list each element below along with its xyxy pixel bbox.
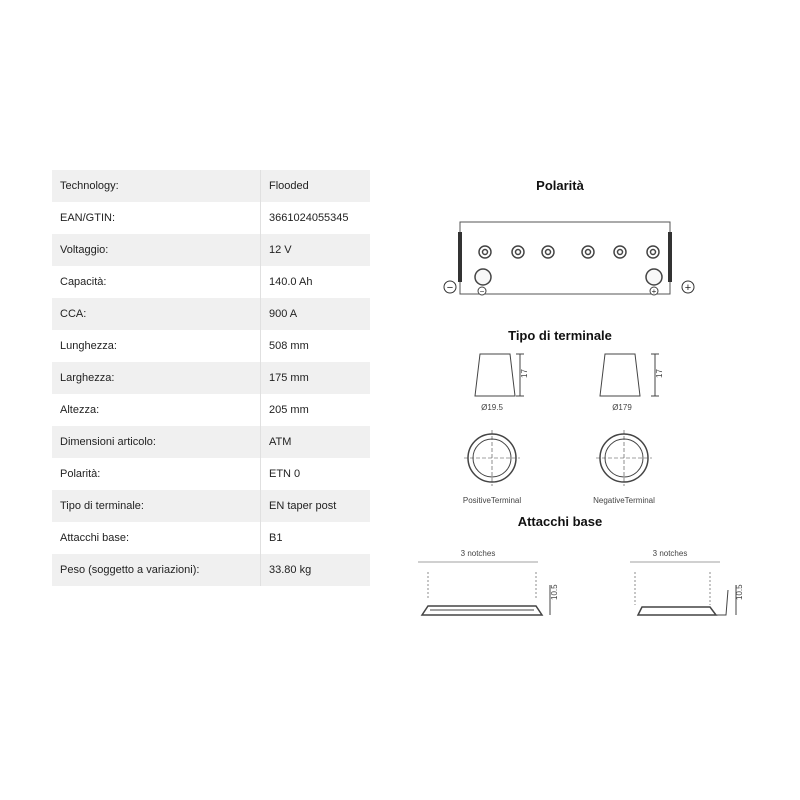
svg-text:Ø19.5: Ø19.5: [481, 403, 503, 412]
svg-text:+: +: [684, 282, 692, 294]
base-profile-left: [418, 562, 550, 615]
spec-label: Peso (soggetto a variazioni):: [60, 564, 200, 576]
spec-row: [52, 266, 370, 298]
battery-top-view: [444, 222, 694, 296]
spec-value: 175 mm: [261, 362, 371, 394]
svg-text:10.5: 10.5: [735, 584, 744, 600]
spec-label: Tipo di terminale:: [60, 500, 144, 512]
spec-row: [52, 202, 370, 234]
negative-post-icon: [475, 269, 491, 285]
spec-label: CCA:: [60, 308, 87, 320]
spec-value: 508 mm: [261, 330, 371, 362]
svg-text:10.5: 10.5: [550, 584, 559, 600]
spec-row: [52, 234, 370, 266]
svg-text:17: 17: [655, 369, 664, 378]
terminal-title: Tipo di terminale: [508, 328, 612, 343]
spec-row: [52, 330, 370, 362]
spec-value: 33.80 kg: [261, 554, 371, 586]
spec-value: 205 mm: [261, 394, 371, 426]
svg-text:3 notches: 3 notches: [460, 549, 496, 558]
spec-row: [52, 426, 370, 458]
spec-value: 900 A: [261, 298, 371, 330]
spec-row: [52, 298, 370, 330]
base-profile-right: [630, 562, 736, 615]
diagrams: [410, 160, 744, 640]
spec-row: [52, 394, 370, 426]
positive-terminal-label: PositiveTerminal: [462, 496, 522, 505]
spec-value: 3661024055345: [261, 202, 371, 234]
spec-label: Altezza:: [60, 404, 100, 416]
spec-value: B1: [261, 522, 371, 554]
spec-label: EAN/GTIN:: [60, 212, 116, 224]
terminal-side-views: [475, 354, 659, 396]
spec-table: [52, 170, 370, 586]
svg-text:+: +: [651, 287, 657, 296]
spec-label: Voltaggio:: [60, 244, 109, 256]
spec-label: Polarità:: [60, 468, 101, 480]
spec-value: 12 V: [261, 234, 371, 266]
spec-table-body: [52, 170, 370, 586]
spec-label: Lunghezza:: [60, 340, 117, 352]
svg-text:−: −: [446, 282, 454, 294]
spec-row: [52, 522, 370, 554]
spec-row: [52, 554, 370, 586]
spec-value: ATM: [261, 426, 371, 458]
spec-row: [52, 490, 370, 522]
spec-label: Attacchi base:: [60, 532, 130, 544]
negative-terminal-label: NegativeTerminal: [593, 496, 655, 505]
polarity-title: Polarità: [536, 178, 584, 193]
svg-text:−: −: [479, 287, 485, 296]
positive-post-icon: [646, 269, 662, 285]
base-title: Attacchi base: [517, 514, 603, 529]
spec-value: Flooded: [261, 170, 371, 202]
terminal-top-views: [464, 430, 652, 486]
spec-label: Dimensioni articolo:: [60, 436, 156, 448]
spec-label: Capacità:: [60, 276, 107, 288]
spec-value: 140.0 Ah: [261, 266, 371, 298]
svg-text:Ø179: Ø179: [612, 403, 632, 412]
svg-text:17: 17: [520, 369, 529, 378]
spec-row: [52, 362, 370, 394]
spec-value: EN taper post: [261, 490, 371, 522]
svg-text:3 notches: 3 notches: [652, 549, 688, 558]
spec-row: [52, 458, 370, 490]
spec-row: [52, 170, 370, 202]
spec-label: Technology:: [60, 180, 119, 192]
spec-value: ETN 0: [261, 458, 371, 490]
spec-label: Larghezza:: [60, 372, 115, 384]
